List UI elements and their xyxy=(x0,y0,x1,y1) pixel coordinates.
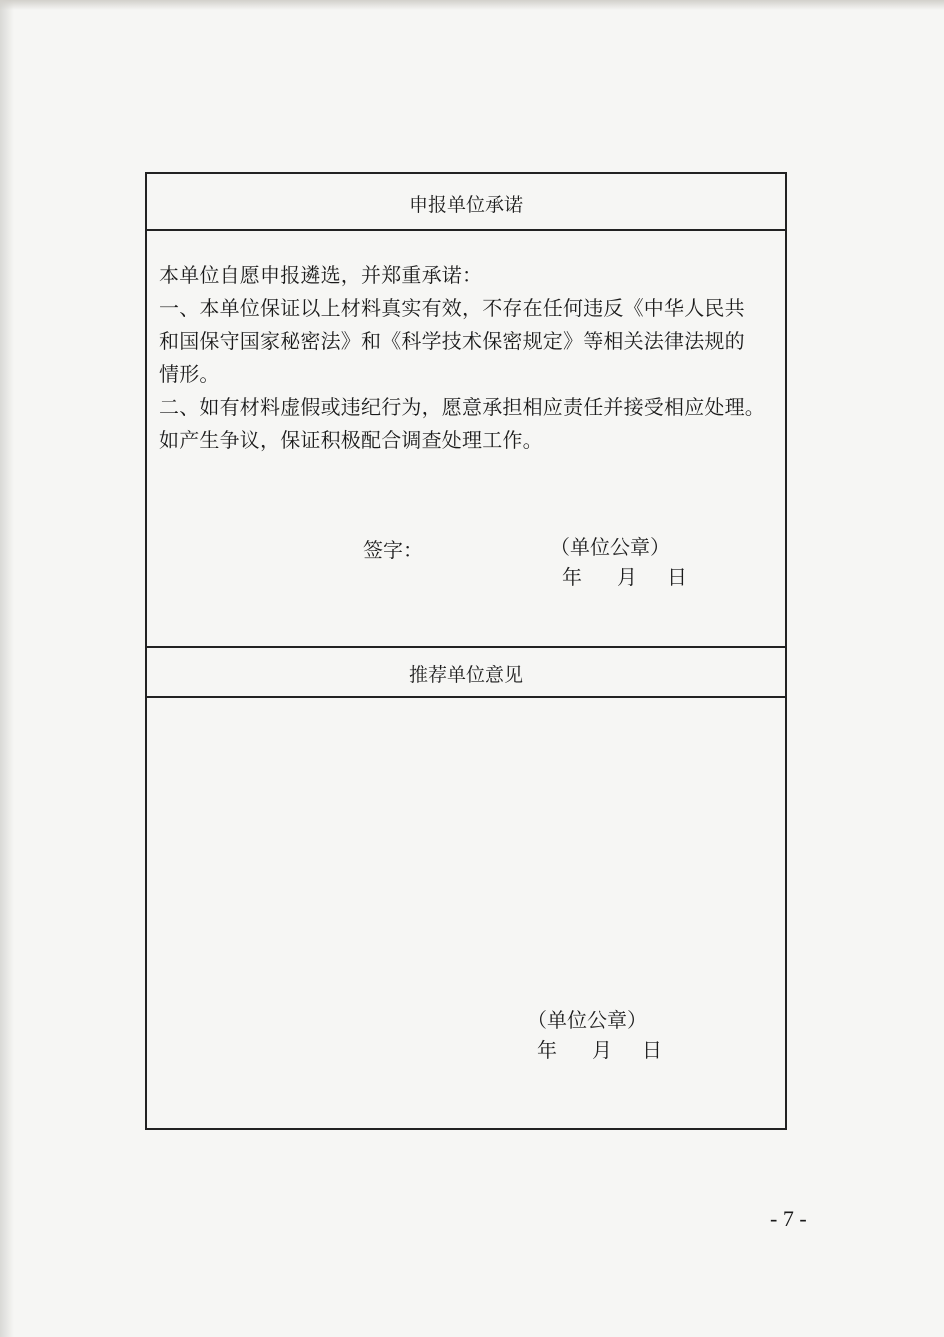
recommend-section-header: 推荐单位意见 xyxy=(408,664,523,686)
promise-stamp-label: （单位公章） xyxy=(550,535,670,559)
signature-label: 签字： xyxy=(363,538,423,562)
year-label: 年 xyxy=(562,565,582,589)
header-divider xyxy=(147,229,785,231)
promise-date xyxy=(562,561,687,590)
page-top-shadow xyxy=(0,0,944,10)
promise-text xyxy=(159,259,779,457)
promise-line: 二、如有材料虚假或违纪行为，愿意承担相应责任并接受相应处理。 xyxy=(159,395,765,419)
recommend-stamp-label: （单位公章） xyxy=(527,1008,647,1032)
day-label: 日 xyxy=(667,565,687,589)
form-table xyxy=(145,172,787,1130)
page-edge-shadow xyxy=(0,0,14,1337)
promise-line: 如产生争议，保证积极配合调查处理工作。 xyxy=(159,428,543,452)
promise-section-header: 申报单位承诺 xyxy=(408,194,523,216)
promise-line: 本单位自愿申报遴选，并郑重承诺： xyxy=(159,263,483,287)
page-number: - 7 - xyxy=(770,1206,807,1231)
year-label: 年 xyxy=(537,1038,557,1062)
header-divider xyxy=(147,696,785,698)
promise-line: 情形。 xyxy=(159,362,220,386)
recommend-date xyxy=(537,1034,662,1063)
promise-line: 和国保守国家秘密法》和《科学技术保密规定》等相关法律法规的 xyxy=(159,329,745,353)
month-label: 月 xyxy=(617,565,637,589)
month-label: 月 xyxy=(592,1038,612,1062)
promise-line: 一、本单位保证以上材料真实有效，不存在任何违反《中华人民共 xyxy=(159,296,745,320)
day-label: 日 xyxy=(642,1038,662,1062)
section-divider xyxy=(147,646,785,648)
